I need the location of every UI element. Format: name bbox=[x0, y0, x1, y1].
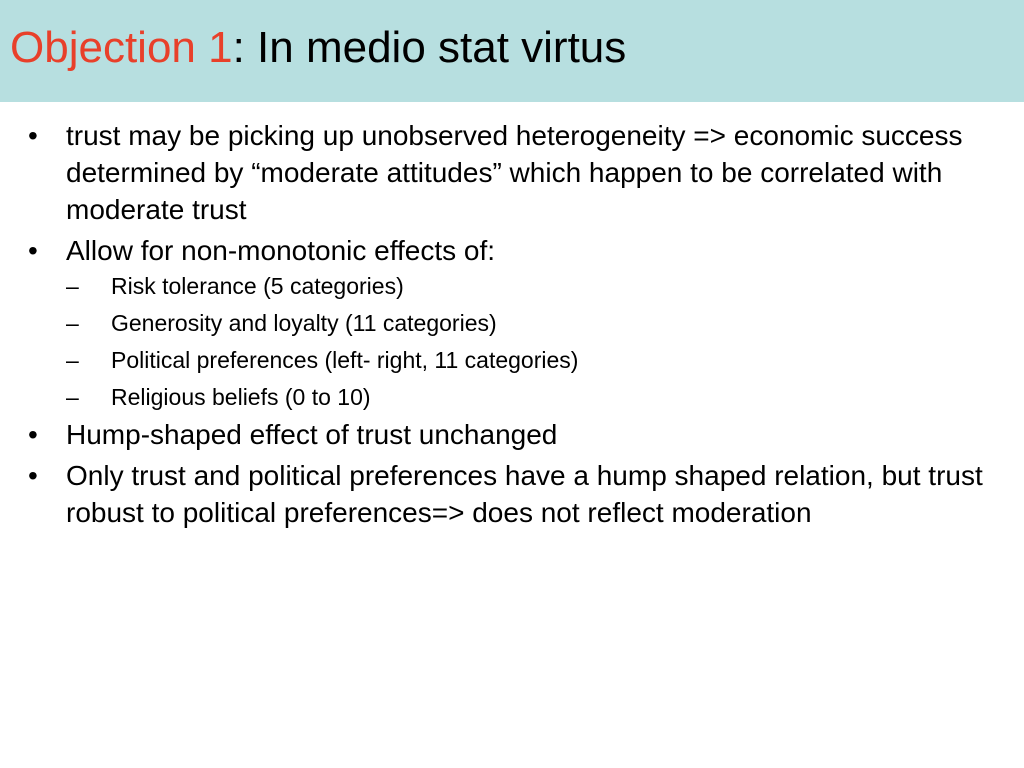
sub-bullet-text: Generosity and loyalty (11 categories) bbox=[111, 310, 497, 336]
sub-bullet-list bbox=[66, 272, 998, 411]
bullet-text: Allow for non-monotonic effects of: bbox=[66, 235, 496, 266]
bullet-text: trust may be picking up unobserved heterogeneity => economic success determined by “moderate attitudes” which happen to be correlated with moderate trust bbox=[66, 120, 963, 225]
sub-bullet-item bbox=[66, 346, 998, 374]
dash-marker: – bbox=[66, 347, 79, 373]
title-bar bbox=[0, 0, 1024, 102]
sub-bullet-text: Risk tolerance (5 categories) bbox=[111, 273, 404, 299]
sub-bullet-item bbox=[66, 383, 998, 411]
slide-title bbox=[10, 22, 626, 74]
bullet-item bbox=[28, 416, 998, 453]
dash-marker: – bbox=[66, 384, 79, 410]
slide-body bbox=[28, 117, 998, 535]
bullet-marker: • bbox=[28, 460, 38, 491]
bullet-item bbox=[28, 232, 998, 411]
bullet-item bbox=[28, 117, 998, 228]
slide-title-accent: Objection 1 bbox=[10, 23, 233, 72]
dash-marker: – bbox=[66, 310, 79, 336]
bullet-text: Only trust and political preferences have a hump shaped relation, but trust robust to political preferences=> does not reflect moderation bbox=[66, 460, 983, 528]
sub-bullet-text: Religious beliefs (0 to 10) bbox=[111, 384, 371, 410]
bullet-marker: • bbox=[28, 419, 38, 450]
dash-marker: – bbox=[66, 273, 79, 299]
bullet-marker: • bbox=[28, 235, 38, 266]
bullet-item bbox=[28, 457, 998, 531]
sub-bullet-text: Political preferences (left- right, 11 categories) bbox=[111, 347, 579, 373]
bullet-list bbox=[28, 117, 998, 531]
bullet-text: Hump-shaped effect of trust unchanged bbox=[66, 419, 558, 450]
bullet-marker: • bbox=[28, 120, 38, 151]
slide-title-rest: : In medio stat virtus bbox=[232, 23, 627, 72]
sub-bullet-item bbox=[66, 272, 998, 300]
sub-bullet-item bbox=[66, 309, 998, 337]
